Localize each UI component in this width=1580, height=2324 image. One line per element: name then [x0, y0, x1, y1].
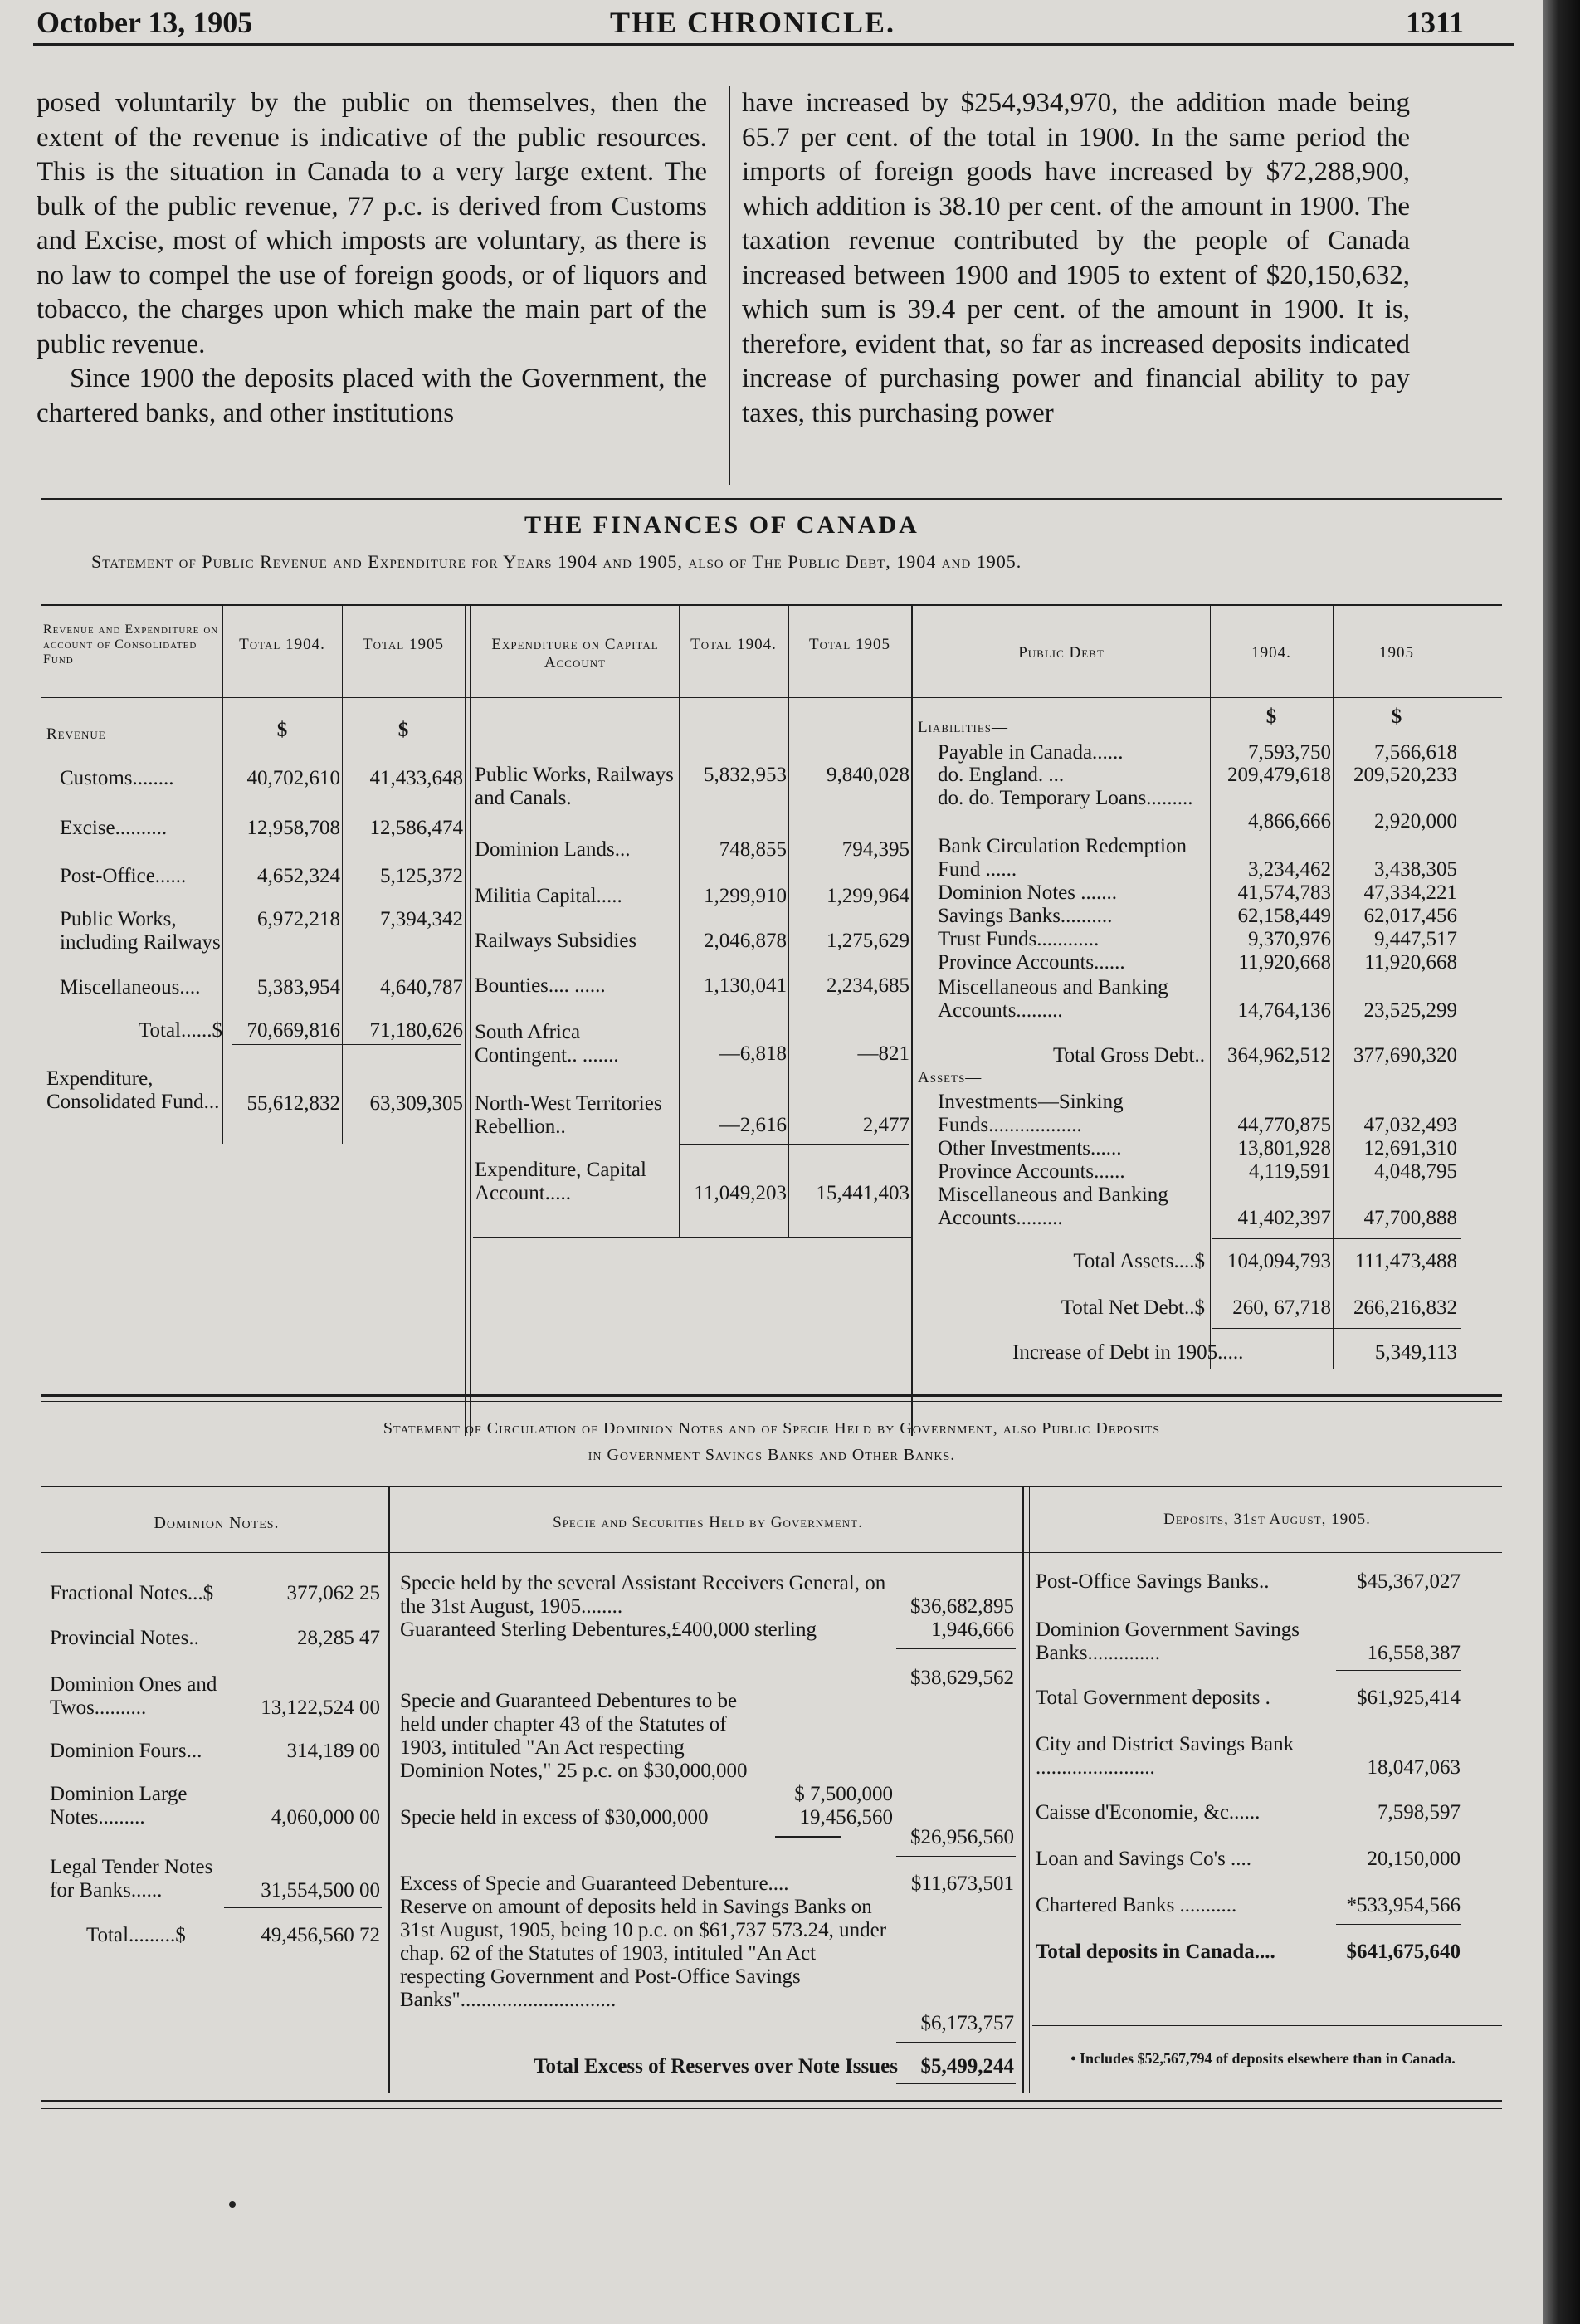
- capital-row-label: Public Works, Railways and Canals.: [475, 764, 674, 809]
- divider-7: [1210, 606, 1211, 1370]
- reserve-text: Reserve on amount of deposits held in Savings Banks on 31st August, 1905, being 10 p.c. on $61,737 573.24, under chap. 62 of the Statutes of 1903, intituled "An Act respecting Government and Post-Office Savings Banks"..............................: [400, 1896, 887, 2011]
- liability-label: Payable in Canada......: [938, 741, 1124, 764]
- specie-subtotal-1: $38,629,562: [910, 1667, 1014, 1689]
- asset-1905: 4,048,795: [1374, 1160, 1457, 1183]
- reserve-value: $6,173,757: [920, 2012, 1014, 2034]
- capital-total-rule: [473, 1237, 911, 1238]
- liability-1905: 7,566,618: [1374, 741, 1457, 764]
- liability-label: Province Accounts......: [938, 951, 1125, 974]
- dominion-notes-header: Dominion Notes.: [154, 1514, 280, 1532]
- debt-dollar-1905: $: [1391, 706, 1402, 728]
- circulation-title-line2: in Government Savings Banks and Other Banks.: [588, 1446, 956, 1464]
- deposit-row-label: Post-Office Savings Banks..: [1036, 1570, 1270, 1593]
- guaranteed-text: Specie and Guaranteed Debentures to be held under chapter 43 of the Statutes of 1903, intituled "An Act respecting Dominion Notes," 25 p.c. on $30,000,000: [400, 1690, 748, 1782]
- bottom-rule-b: [41, 2108, 1502, 2109]
- sterling-text: Guaranteed Sterling Debentures,£400,000 sterling: [400, 1618, 817, 1641]
- circulation-divider-2b: [1029, 1487, 1030, 2093]
- revenue-row-label: Excise..........: [60, 817, 168, 839]
- deposit-row-value: 18,047,063: [1367, 1756, 1461, 1779]
- debt-1904-header: 1904.: [1251, 644, 1291, 662]
- total-assets-1905: 111,473,488: [1354, 1250, 1457, 1272]
- specie-header: Specie and Securities Held by Government.: [553, 1514, 863, 1531]
- excess-specie-value: $11,673,501: [910, 1872, 1014, 1895]
- asset-1904: 41,402,397: [1237, 1207, 1331, 1229]
- notes-total-label: Total.........$: [86, 1924, 186, 1946]
- excess-30m-rule: [775, 1836, 841, 1838]
- liability-1905: 2,920,000: [1374, 810, 1457, 832]
- total-excess-value: $5,499,244: [920, 2055, 1014, 2077]
- reserve-rule: [896, 2042, 1016, 2043]
- deposit-sum-rule: [1336, 1924, 1461, 1925]
- capital-row-1904: 1,299,910: [704, 885, 787, 907]
- debt-1905-header: 1905: [1379, 644, 1414, 662]
- total-assets-1904: 104,094,793: [1227, 1250, 1331, 1272]
- divider-5: [788, 606, 789, 1237]
- revenue-row-1904: 40,702,610: [246, 767, 340, 789]
- deposit-row-value: *533,954,566: [1346, 1894, 1461, 1916]
- deposit-gov-rule: [1336, 1670, 1461, 1671]
- increase-label: Increase of Debt in 1905.....: [1012, 1341, 1244, 1364]
- liability-1904: 9,370,976: [1248, 928, 1331, 950]
- deposit-row-label: Chartered Banks ...........: [1036, 1894, 1237, 1916]
- revenue-row-1904: 6,972,218: [257, 908, 340, 930]
- capital-row-1904: 748,855: [719, 838, 787, 861]
- excess-specie-text: Excess of Specie and Guaranteed Debenture....: [400, 1872, 789, 1895]
- notes-row-label: Legal Tender Notes for Banks......: [50, 1856, 213, 1902]
- notes-row-label: Dominion Large Notes.........: [50, 1783, 188, 1828]
- guaranteed-value: $ 7,500,000: [794, 1783, 893, 1805]
- revenue-header: Revenue and Expenditure on account of Consolidated Fund: [43, 622, 219, 666]
- asset-label: Miscellaneous and Banking Accounts.........: [938, 1184, 1168, 1229]
- deposit-row-label: City and District Savings Bank .......................: [1036, 1733, 1295, 1779]
- asset-1904: 4,119,591: [1248, 1160, 1331, 1183]
- revenue-row-label: Post-Office......: [60, 865, 187, 887]
- net-debt-rule: [1212, 1328, 1461, 1329]
- article-left-column: [37, 86, 707, 431]
- deposit-row-value: 7,598,597: [1378, 1801, 1461, 1824]
- circulation-divider-1: [388, 1487, 390, 2093]
- gross-debt-label: Total Gross Debt..: [1053, 1044, 1205, 1067]
- capital-row-label: Militia Capital.....: [475, 885, 622, 907]
- capital-row-1905: —821: [857, 1042, 909, 1065]
- specie-held-text: Specie held by the several Assistant Receivers General, on the 31st August, 1905........: [400, 1572, 886, 1618]
- liability-1904: 209,479,618: [1227, 764, 1331, 786]
- divider-1: [222, 606, 223, 1144]
- total-assets-label: Total Assets....$: [1073, 1250, 1205, 1272]
- revenue-label: Revenue: [46, 725, 106, 743]
- asset-1905: 12,691,310: [1363, 1137, 1457, 1160]
- gross-debt-1904: 364,962,512: [1227, 1044, 1331, 1067]
- increase-1905: 5,349,113: [1374, 1341, 1457, 1364]
- revenue-row-1905: 7,394,342: [380, 908, 463, 930]
- circulation-top-rule: [41, 1486, 1502, 1487]
- capital-total-label: Expenditure, Capital Account.....: [475, 1159, 646, 1204]
- revenue-row-label: Public Works, including Railways: [60, 908, 221, 954]
- total-excess-rule: [896, 2083, 1016, 2084]
- revenue-row-label: Customs........: [60, 767, 174, 789]
- finances-subtitle: Statement of Public Revenue and Expenditure for Years 1904 and 1905, also of The Public Debt, 1904 and 1905.: [91, 551, 1022, 572]
- capital-row-1905: 1,299,964: [827, 885, 909, 907]
- revenue-row-1904: 5,383,954: [257, 976, 340, 998]
- liabilities-label: Liabilities—: [918, 719, 1009, 736]
- net-debt-label: Total Net Debt..$: [1061, 1296, 1205, 1319]
- article-right-column: [742, 86, 1410, 431]
- revenue-total-1904: 70,669,816: [246, 1019, 340, 1042]
- notes-total-value: 49,456,560 72: [261, 1924, 380, 1946]
- divider-3b: [470, 606, 471, 1436]
- specie-subtotal-2: $26,956,560: [910, 1826, 1014, 1848]
- liability-label: Dominion Notes .......: [938, 881, 1117, 904]
- revenue-row-1905: 41,433,648: [369, 767, 463, 789]
- section-rule-2: [41, 1394, 1502, 1397]
- total-excess-label: Total Excess of Reserves over Note Issues: [534, 2055, 898, 2077]
- deposits-header: Deposits, 31st August, 1905.: [1163, 1511, 1371, 1528]
- net-debt-1905: 266,216,832: [1353, 1296, 1457, 1319]
- deposit-row-label: Dominion Government Savings Banks..............: [1036, 1618, 1300, 1664]
- liability-label: do. do. Temporary Loans.........: [938, 787, 1193, 809]
- assets-label: Assets—: [918, 1069, 983, 1086]
- liability-label: Miscellaneous and Banking Accounts.........: [938, 976, 1168, 1022]
- liability-1905: 209,520,233: [1353, 764, 1457, 786]
- capital-row-label: Railways Subsidies: [475, 930, 637, 952]
- capital-row-1905: 794,395: [841, 838, 909, 861]
- liability-1904: 11,920,668: [1238, 951, 1331, 974]
- notes-row-value: 4,060,000 00: [271, 1806, 380, 1828]
- revenue-row-label: Miscellaneous....: [60, 976, 201, 998]
- liability-1904: 62,158,449: [1237, 905, 1331, 927]
- article-left-paragraph: posed voluntarily by the public on themselves, then the extent of the revenue is indicative of the public resources. This is the situation in Canada to a very large extent. The bulk of the public revenue, 77 p.c. is derived from Customs and Excise, most of which imposts are voluntary, as there is no law to compel the use of foreign goods, or of liquors and tobacco, the charges upon which make the main part of the public revenue.: [37, 88, 707, 359]
- excess-30m-value: 19,456,560: [799, 1806, 893, 1828]
- asset-1904: 44,770,875: [1237, 1114, 1331, 1136]
- finances-title: THE FINANCES OF CANADA: [524, 511, 919, 539]
- specie-held-value: $36,682,895: [910, 1595, 1014, 1618]
- capital-1904-header: Total 1904.: [690, 636, 777, 653]
- public-debt-header: Public Debt: [1018, 644, 1105, 662]
- capital-row-label: North-West Territories Rebellion..: [475, 1092, 662, 1138]
- debt-dollar-1904: $: [1265, 706, 1277, 728]
- divider-4: [679, 606, 680, 1237]
- circulation-title-line1: Statement of Circulation of Dominion Notes and of Specie Held by Government, also Public Deposits: [383, 1419, 1161, 1438]
- expenditure-consolidated-label: Expenditure, Consolidated Fund...: [46, 1067, 220, 1113]
- revenue-row-1904: 12,958,708: [246, 817, 340, 839]
- deposit-row-value: 20,150,000: [1367, 1848, 1461, 1870]
- capital-row-1904: 5,832,953: [704, 764, 787, 786]
- specie-sum-rule: [896, 1648, 1016, 1649]
- notes-row-label: Dominion Fours...: [50, 1740, 202, 1762]
- section-rule-1: [41, 498, 1502, 500]
- capital-row-1904: —6,818: [719, 1042, 787, 1065]
- total-1905-header: Total 1905: [363, 636, 444, 653]
- deposit-row-value: $45,367,027: [1357, 1570, 1461, 1593]
- header-title: THE CHRONICLE.: [610, 6, 896, 39]
- notes-row-value: 377,062 25: [286, 1582, 380, 1604]
- notes-row-value: 13,122,524 00: [261, 1697, 380, 1719]
- deposit-row-value: $61,925,414: [1357, 1687, 1461, 1709]
- asset-label: Province Accounts......: [938, 1160, 1125, 1183]
- divider-3: [465, 606, 466, 1436]
- capital-row-1904: 1,130,041: [704, 974, 787, 997]
- notes-sum-rule: [224, 1907, 382, 1908]
- net-debt-1904: 260, 67,718: [1232, 1296, 1331, 1319]
- expenditure-consolidated-1905: 63,309,305: [369, 1092, 463, 1115]
- section-rule-2b: [41, 1401, 1502, 1402]
- revenue-row-1905: 12,586,474: [369, 817, 463, 839]
- ink-speck: [229, 2201, 236, 2208]
- header-date: October 13, 1905: [37, 6, 253, 39]
- deposit-row-value: 16,558,387: [1367, 1642, 1461, 1664]
- liability-label: Trust Funds............: [938, 928, 1100, 950]
- liability-1904: 7,593,750: [1248, 741, 1331, 764]
- notes-row-value: 31,554,500 00: [261, 1879, 380, 1902]
- revenue-row-1905: 4,640,787: [380, 976, 463, 998]
- capital-account-header: Expenditure on Capital Account: [491, 636, 659, 671]
- circulation-header-rule: [41, 1552, 1502, 1553]
- table-top-rule: [41, 604, 1502, 606]
- liability-1905: 9,447,517: [1374, 928, 1457, 950]
- sterling-value: 1,946,666: [931, 1618, 1014, 1641]
- notes-row-value: 314,189 00: [286, 1740, 380, 1762]
- notes-row-label: Fractional Notes...$: [50, 1582, 214, 1604]
- divider-6: [911, 606, 913, 1436]
- divider-8: [1333, 606, 1334, 1370]
- header-page-number: 1311: [1406, 6, 1465, 39]
- dollar-sign-1905: $: [397, 719, 409, 741]
- deposit-footnote-rule: [1032, 2025, 1502, 2026]
- capital-row-1904: —2,616: [719, 1114, 787, 1136]
- capital-1905-header: Total 1905: [809, 636, 890, 653]
- capital-row-label: Bounties.... ......: [475, 974, 606, 997]
- total-1904-header: Total 1904.: [239, 636, 325, 653]
- asset-sum-rule: [1212, 1238, 1461, 1239]
- revenue-row-1904: 4,652,324: [257, 865, 340, 887]
- liability-1905: 3,438,305: [1374, 858, 1457, 881]
- revenue-total-label: Total......$: [138, 1019, 222, 1042]
- column-divider: [729, 86, 730, 485]
- expenditure-consolidated-1904: 55,612,832: [246, 1092, 340, 1115]
- header-rule: [33, 43, 1514, 46]
- header-row-rule: [41, 697, 1502, 698]
- capital-row-1905: 2,477: [862, 1114, 909, 1136]
- revenue-total-1905: 71,180,626: [369, 1019, 463, 1042]
- article-left-paragraph-2: Since 1900 the deposits placed with the Government, the chartered banks, and other institutions: [37, 364, 707, 428]
- gross-debt-1905: 377,690,320: [1353, 1044, 1457, 1067]
- notes-row-label: Dominion Ones and Twos..........: [50, 1673, 217, 1719]
- liability-label: Savings Banks..........: [938, 905, 1113, 927]
- deposit-row-label: Caisse d'Economie, &c......: [1036, 1801, 1261, 1824]
- notes-row-label: Provincial Notes..: [50, 1627, 199, 1649]
- specie-sum-rule-2: [896, 1856, 1016, 1857]
- liability-1904: 4,866,666: [1248, 810, 1331, 832]
- liability-1904: 41,574,783: [1237, 881, 1331, 904]
- liability-1905: 23,525,299: [1363, 999, 1457, 1022]
- asset-label: Investments—Sinking Funds..................: [938, 1091, 1124, 1136]
- capital-sum-rule: [680, 1144, 909, 1145]
- capital-total-1905: 15,441,403: [816, 1182, 909, 1204]
- liability-1904: 14,764,136: [1237, 999, 1331, 1022]
- revenue-total-rule: [232, 1044, 461, 1045]
- capital-row-1905: 1,275,629: [827, 930, 909, 952]
- liability-1904: 3,234,462: [1248, 858, 1331, 881]
- notes-row-value: 28,285 47: [297, 1627, 380, 1649]
- circulation-divider-2: [1022, 1487, 1024, 2093]
- article-right-paragraph: have increased by $254,934,970, the addition made being 65.7 per cent. of the total in 1900. In the same period the imports of foreign goods have increased by $72,288,900, which addition is 38.10 per cent. of the amount in 1900. The taxation revenue contributed by the people of Canada increased between 1900 and 1905 to extent of $20,150,632, which sum is 39.4 per cent. of the amount in 1900. It is, therefore, evident that, so far as increased deposits indicated increase of purchasing power and financial ability to pay taxes, this purchasing power: [742, 88, 1410, 428]
- liability-1905: 62,017,456: [1363, 905, 1457, 927]
- deposit-row-label: Loan and Savings Co's ....: [1036, 1848, 1252, 1870]
- dollar-sign-1904: $: [276, 719, 288, 741]
- deposit-total-value: $641,675,640: [1346, 1941, 1461, 1963]
- asset-1905: 47,032,493: [1363, 1114, 1457, 1136]
- capital-row-1905: 2,234,685: [827, 974, 909, 997]
- capital-total-1904: 11,049,203: [694, 1182, 787, 1204]
- asset-1905: 47,700,888: [1363, 1207, 1457, 1229]
- divider-2: [342, 606, 343, 1144]
- page-binding-edge: [1543, 0, 1580, 2324]
- revenue-row-1905: 5,125,372: [380, 865, 463, 887]
- capital-row-label: South Africa Contingent.. .......: [475, 1021, 619, 1067]
- asset-1904: 13,801,928: [1237, 1137, 1331, 1160]
- bottom-rule: [41, 2100, 1502, 2102]
- capital-row-label: Dominion Lands...: [475, 838, 631, 861]
- deposits-footnote: • Includes $52,567,794 of deposits elsewhere than in Canada.: [1070, 2050, 1456, 2067]
- deposit-total-label: Total deposits in Canada....: [1036, 1941, 1275, 1963]
- liability-1905: 47,334,221: [1363, 881, 1457, 904]
- deposit-row-label: Total Government deposits .: [1036, 1687, 1270, 1709]
- liability-1905: 11,920,668: [1364, 951, 1457, 974]
- excess-30m-text: Specie held in excess of $30,000,000: [400, 1806, 709, 1828]
- liability-label: do. England. ...: [938, 764, 1065, 786]
- asset-label: Other Investments......: [938, 1137, 1122, 1160]
- capital-row-1904: 2,046,878: [704, 930, 787, 952]
- liability-label: Bank Circulation Redemption Fund ......: [938, 835, 1187, 881]
- capital-row-1905: 9,840,028: [827, 764, 909, 786]
